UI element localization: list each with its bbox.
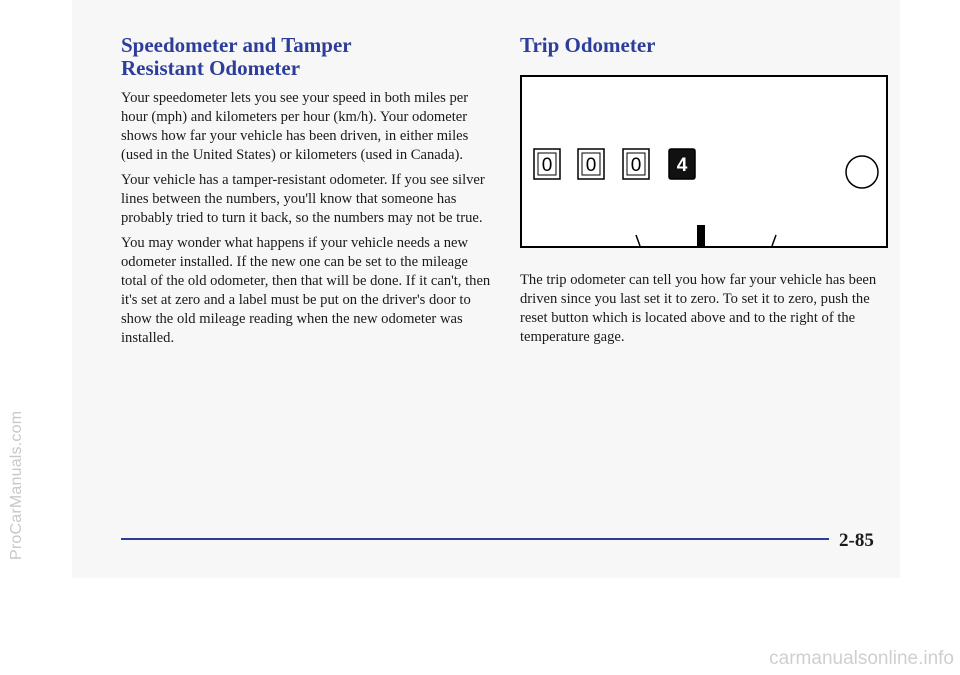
paragraph-tamper: Your vehicle has a tamper-resistant odometer. If you see silver lines between the numbers, you'll know that someone has probably tried to turn it back, so the numbers may not be true. — [121, 172, 485, 226]
footer-rule — [121, 538, 829, 540]
digit-wheel-2 — [578, 149, 604, 179]
side-watermark: ProCarManuals.com — [8, 410, 25, 560]
display-frame — [521, 76, 887, 247]
speedometer-heading — [121, 34, 481, 80]
trip-odometer-illustration — [520, 75, 888, 271]
bottom-watermark: carmanualsonline.info — [769, 648, 954, 669]
right-column — [520, 271, 892, 353]
digit-2: 0 — [585, 155, 597, 176]
digit-wheel-3 — [623, 149, 649, 179]
digit-wheel-4 — [669, 149, 695, 179]
left-column — [121, 89, 495, 354]
gage-needle — [697, 225, 705, 247]
digit-1: 0 — [541, 155, 553, 176]
speedometer-heading-line1: Speedometer and Tamper — [121, 33, 352, 57]
paragraph-speedometer: Your speedometer lets you see your speed in both miles per hour (mph) and kilometers per hour (km/h). Your odometer shows how far your vehicle has been driven, in either miles (used in the United States) or kilometers (used in Canada). — [121, 90, 469, 163]
trip-odometer-figure — [520, 75, 888, 271]
trip-odometer-heading: Trip Odometer — [520, 33, 656, 57]
paragraph-trip-odometer: The trip odometer can tell you how far your vehicle has been driven since you last set it to zero. To set it to zero, push the reset button which is located above and to the right of the temperature gage. — [520, 272, 877, 345]
paragraph-replacement: You may wonder what happens if your vehicle needs a new odometer installed. If the new one can be set to the mileage total of the old odometer, then that will be done. If it can't, then it's set at zero and a label must be put on the driver's door to show the old mileage reading when the new odometer was installed. — [121, 235, 491, 346]
digit-4: 4 — [676, 155, 688, 176]
reset-button-icon — [846, 156, 878, 188]
page-number: 2-85 — [839, 530, 874, 551]
digit-wheel-1 — [534, 149, 560, 179]
digit-3: 0 — [630, 155, 642, 176]
speedometer-heading-line2: Resistant Odometer — [121, 56, 301, 80]
